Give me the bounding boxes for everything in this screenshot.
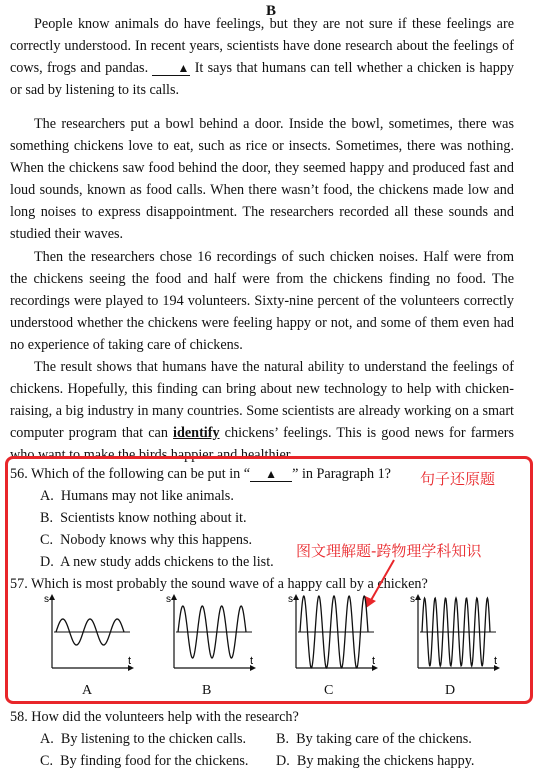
option-letter: A. [40,731,54,747]
wave-graph-a [44,592,136,676]
wave-graph-d [410,592,502,676]
option-text: By taking care of the chickens. [296,731,472,747]
option-text: Nobody knows why this happens. [60,532,253,548]
wave-graph-b [166,592,258,676]
y-axis-arrow-icon [171,594,177,600]
y-axis-arrow-icon [49,594,55,600]
paragraph-3: Then the researchers chose 16 recordings of such chicken noises. Half were from the chickens seeing the food and half were from the chickens finding no food. The recordings were played to 194 volunteers. Sixty-nine percent of the volunteers correctly understood whether the chickens were feeling happy or not, and some of them even had no experience of taking care of chickens. [10,249,514,353]
question-56-stem-after: ” in Paragraph 1? [292,466,391,482]
wave-graph-c [288,592,380,676]
y-axis-arrow-icon [293,594,299,600]
axis-label-t: t [372,655,376,667]
option-letter: B. [276,731,290,747]
graph-label-d[interactable]: D [445,683,456,698]
option-text: By making the chickens happy. [296,753,475,769]
passage-label: B [265,3,276,19]
paragraph-4-after: chickens’ feelings. This is good news for farmers who want to make the birds happier and healthier. [10,425,515,463]
option-letter: C. [40,532,54,548]
axis-label-t: t [250,655,254,667]
option-text: A new study adds chickens to the list. [60,554,274,570]
blank-marker: ▲ [152,61,190,76]
graph-label-c[interactable]: C [324,683,334,698]
option-letter: B. [40,510,54,526]
annotation-graph-understanding: 图文理解题-跨物理学科知识 [296,542,482,560]
question-56-stem-before: 56. Which of the following can be put in “ [10,466,251,482]
option-letter: A. [40,488,54,504]
question-57-stem: 57. Which is most probably the sound wave of a happy call by a chicken? [10,576,428,592]
question-58-option-c[interactable] [40,751,248,771]
paragraph-4 [10,356,514,466]
question-56-option-b[interactable] [40,508,247,528]
axis-label-t: t [494,655,498,667]
option-letter: D. [276,753,290,769]
graph-label-b[interactable]: B [202,683,212,698]
paragraph-1 [10,13,514,101]
option-letter: C. [40,753,54,769]
axis-label-s: s [166,594,171,605]
question-58-option-d[interactable] [276,751,474,771]
question-56-option-c[interactable] [40,530,252,550]
option-text: Scientists know nothing about it. [60,510,247,526]
axis-label-t: t [128,655,132,667]
paragraph-1-before: People know animals do have feelings, but they are not sure if these feelings are correctly understood. In recent years, scientists have done research about the feelings of cows, frogs and pandas. [10,16,514,76]
question-58-option-b[interactable] [276,729,472,749]
option-text: By finding food for the chickens. [60,753,249,769]
axis-label-s: s [288,594,293,605]
paragraph-2: The researchers put a bowl behind a door. Inside the bowl, sometimes, there was something chickens love to eat, such as rice or insects. Sometimes, there was nothing. When the chickens saw food behind the door, they seemed happy and produced fast and loud sounds, known as food calls. When there wasn’t food, the chickens made low and long noises to express disappointment. The researchers recorded all these sounds and studied their waves. [10,116,514,242]
y-axis-arrow-icon [415,594,421,600]
axis-label-s: s [410,594,415,605]
option-letter: D. [40,554,54,570]
annotation-sentence-restore: 句子还原题 [420,470,496,488]
option-text: Humans may not like animals. [60,488,234,504]
question-58-stem: 58. How did the volunteers help with the research? [10,709,299,725]
axis-label-s: s [44,594,49,605]
keyword-identify: identify [173,425,220,441]
graph-label-a[interactable]: A [82,683,93,698]
question-56-option-a[interactable] [40,486,234,506]
question-56-option-d[interactable] [40,552,274,572]
paragraph-1-after: It says that humans can tell whether a chicken is happy or sad by listening to its calls. [10,60,515,98]
question-58-option-a[interactable] [40,729,246,749]
question-56-stem [10,464,391,484]
question-56-blank: ▲ [250,467,292,482]
option-text: By listening to the chicken calls. [60,731,247,747]
paragraph-4-before: The result shows that humans have the natural ability to understand the feelings of chickens. Hopefully, this finding can bring about new technology to help with chicken-raising, a big industry in many countries. Some scientists are already working on a smart computer program that can [10,359,514,441]
